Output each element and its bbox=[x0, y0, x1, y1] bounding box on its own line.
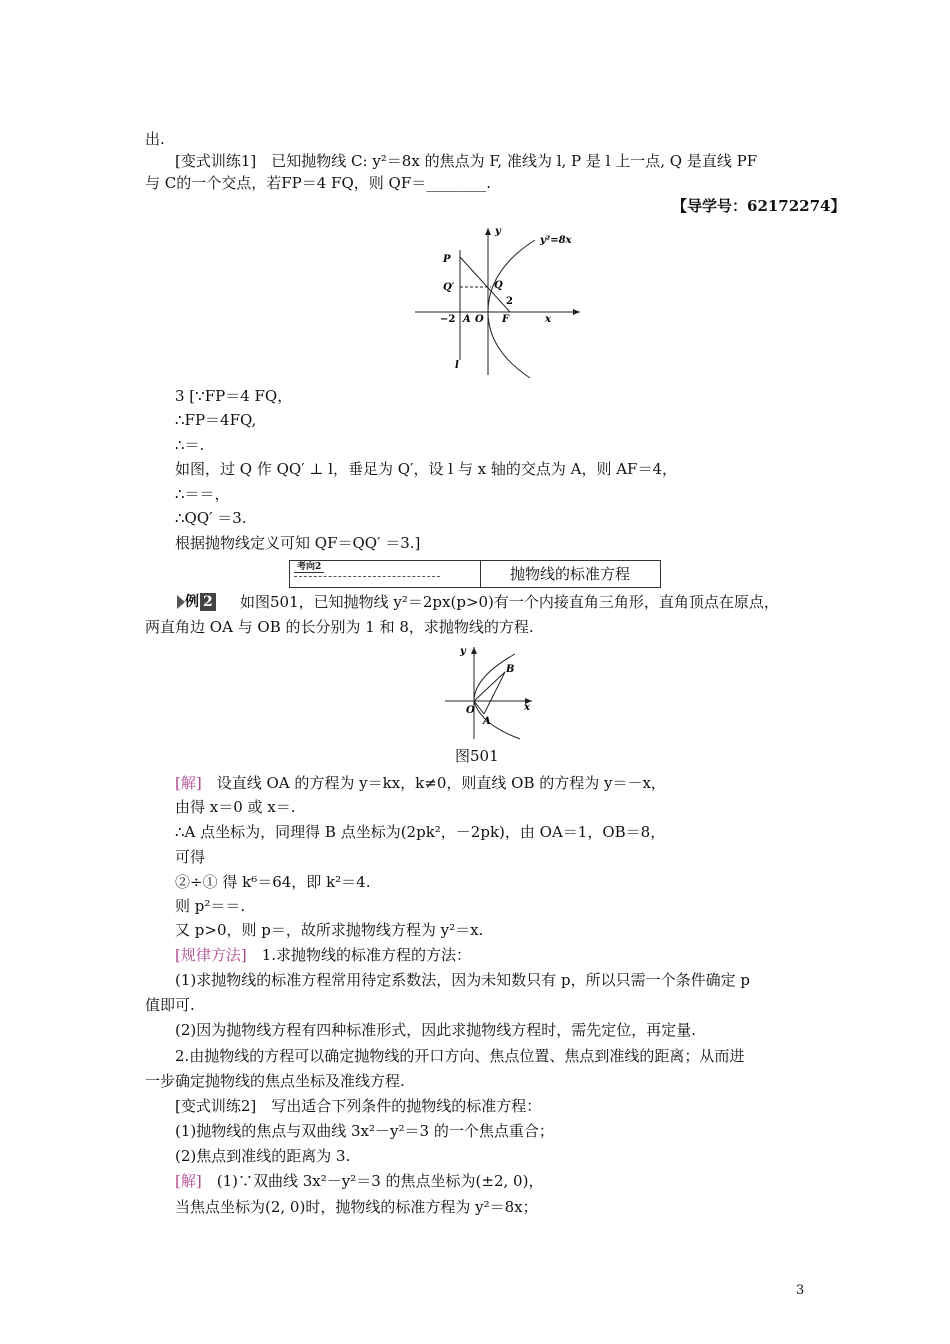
text-line: 如图，过 Q 作 QQ′ ⊥ l，垂足为 Q′，设 l 与 x 轴的交点为 A，则 AF＝4， bbox=[175, 460, 677, 478]
text-line: 又 p>0，则 p＝，故所求抛物线方程为 y²＝x. bbox=[175, 921, 484, 939]
text-line: 3 [∵FP＝4 FQ， bbox=[175, 387, 293, 405]
text-line: (2)因为抛物线方程有四种标准形式，因此求抛物线方程时，需先定位，再定量. bbox=[175, 1021, 697, 1039]
section-title: 抛物线的标准方程 bbox=[509, 565, 630, 583]
text-line: 可得 bbox=[175, 848, 206, 866]
reference-number: 【导学号：62172274】 bbox=[672, 197, 846, 215]
text-line: 设直线 OA 的方程为 y＝kx，k≠0，则直线 OB 的方程为 y＝－x， bbox=[201, 774, 666, 792]
method-label: [规律方法] bbox=[175, 946, 247, 964]
text-line: [变式训练1] 已知抛物线 C: y²＝8x 的焦点为 F, 准线为 l, P 是 l 上一点, Q 是直线 PF bbox=[175, 152, 758, 170]
length-label: 2 bbox=[506, 296, 513, 307]
text-line: 出. bbox=[145, 130, 165, 148]
axis-x-label: x bbox=[545, 314, 551, 325]
tick-label: −2 bbox=[440, 314, 456, 325]
text-line: 由得 x＝0 或 x＝. bbox=[175, 798, 296, 816]
text-line: 2.由抛物线的方程可以确定抛物线的开口方向、焦点位置、焦点到准线的距离；从而进 bbox=[175, 1047, 745, 1065]
figure-501 bbox=[440, 642, 540, 742]
triangle-icon bbox=[177, 595, 185, 609]
text-line: 值即可. bbox=[145, 996, 195, 1014]
section-tag-small: 考向2 bbox=[294, 562, 324, 573]
text-line: ∴A 点坐标为，同理得 B 点坐标为(2pk²，－2pk)，由 OA＝1，OB＝8， bbox=[175, 823, 666, 841]
text-line: ∴FP＝4FQ, bbox=[175, 411, 257, 429]
text-line: (1)抛物线的焦点与双曲线 3x²－y²＝3 的一个焦点重合； bbox=[175, 1122, 554, 1140]
origin-label: O bbox=[466, 705, 475, 716]
text-line: 一步确定抛物线的焦点坐标及准线方程. bbox=[145, 1072, 405, 1090]
text-line: ∴＝. bbox=[175, 436, 205, 454]
text-line: ∴QQ′ ＝3. bbox=[175, 509, 247, 527]
figure-parabola-focus bbox=[405, 220, 605, 380]
example-badge: 例 2 bbox=[177, 593, 216, 611]
origin-label: O bbox=[475, 314, 484, 325]
point-b-label: B bbox=[506, 664, 515, 675]
text-line: ∴＝＝， bbox=[175, 485, 230, 503]
text-line: 则 p²＝＝. bbox=[175, 897, 246, 915]
focus-label: F bbox=[502, 314, 510, 325]
text-line: ②÷① 得 k⁶＝64，即 k²＝4. bbox=[175, 873, 371, 891]
point-q-label: Q bbox=[494, 280, 503, 291]
solution-label: [解] bbox=[175, 1172, 202, 1190]
point-qprime-label: Q′ bbox=[443, 282, 455, 293]
point-a-label: A bbox=[483, 716, 491, 727]
text-line: 根据抛物线定义可知 QF＝QQ′ ＝3.] bbox=[175, 534, 421, 552]
text-line: 如图501，已知抛物线 y²＝2px(p>0)有一个内接直角三角形，直角顶点在原点， bbox=[240, 593, 779, 611]
axis-y-label: y bbox=[495, 226, 501, 237]
axis-y-label: y bbox=[460, 646, 466, 657]
solution-label: [解] bbox=[175, 774, 202, 792]
section-tag bbox=[289, 560, 661, 588]
text-line: [变式训练2] 写出适合下列条件的抛物线的标准方程： bbox=[175, 1097, 542, 1115]
text-line: 与 C的一个交点，若FP＝4 FQ，则 QF＝________. bbox=[145, 174, 492, 192]
point-p-label: P bbox=[443, 254, 451, 265]
text-line: (2)焦点到准线的距离为 3. bbox=[175, 1147, 351, 1165]
point-a-label: A bbox=[463, 314, 471, 325]
text-line: 当焦点坐标为(2, 0)时，抛物线的标准方程为 y²＝8x； bbox=[175, 1198, 538, 1216]
directrix-label: l bbox=[455, 360, 459, 371]
text-line: (1)∵双曲线 3x²－y²＝3 的焦点坐标为(±2, 0)， bbox=[201, 1172, 544, 1190]
text-line: 两直角边 OA 与 OB 的长分别为 1 和 8，求抛物线的方程. bbox=[145, 618, 534, 636]
figure-caption: 图501 bbox=[455, 747, 499, 765]
axis-x-label: x bbox=[524, 702, 530, 713]
curve-label: y²=8x bbox=[540, 235, 572, 246]
page-number: 3 bbox=[796, 1283, 805, 1298]
text-line: (1)求抛物线的标准方程常用待定系数法，因为未知数只有 p，所以只需一个条件确定 p bbox=[175, 971, 750, 989]
text-line: 1.求抛物线的标准方程的方法： bbox=[246, 946, 472, 964]
